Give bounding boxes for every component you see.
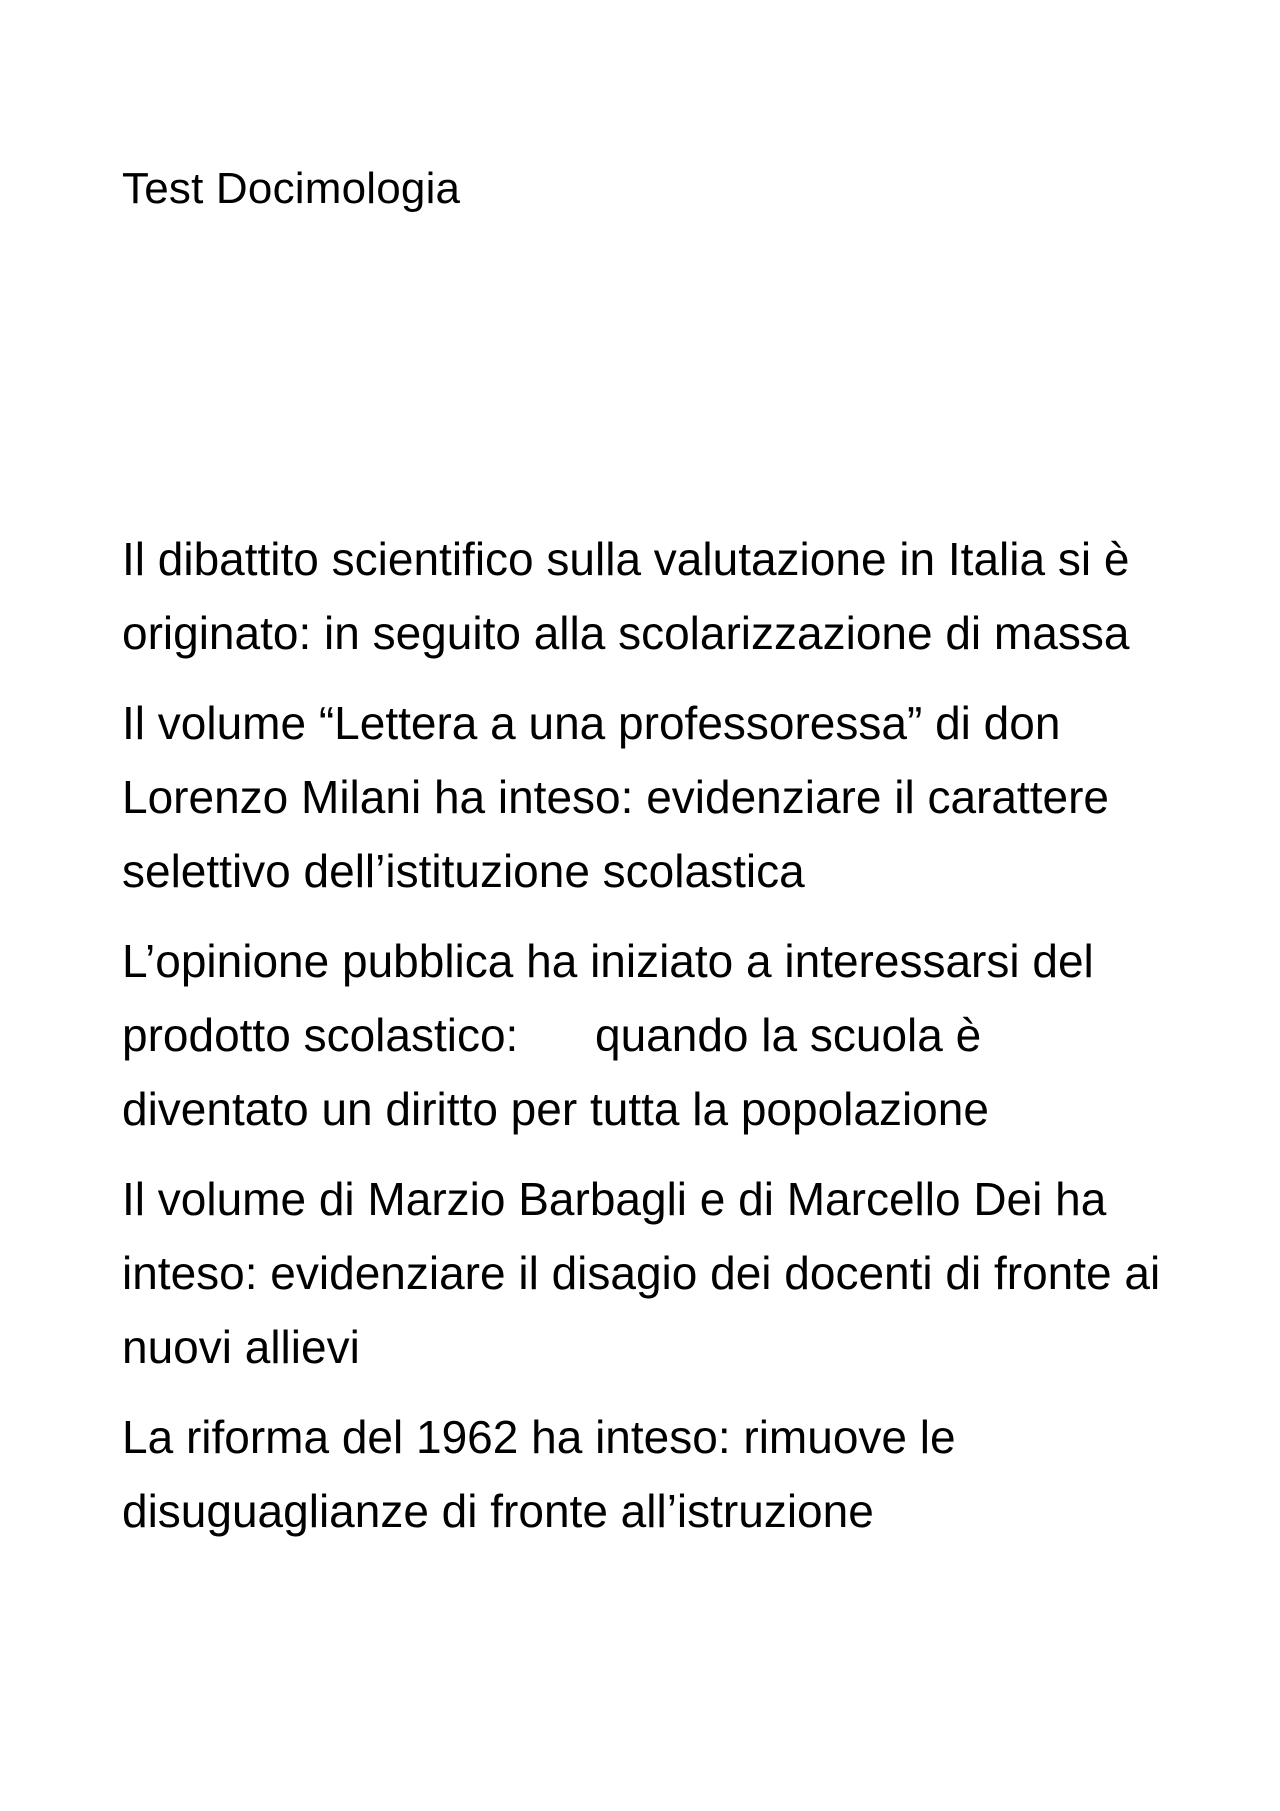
document-title: Test Docimologia <box>122 164 461 213</box>
question-answer-item-2: Il volume “Lettera a una professoressa” di don Lorenzo Milani ha inteso: evidenziare il carattere selettivo dell’istituzione scolastica <box>122 697 1122 897</box>
question-answer-item-3: L’opinione pubblica ha iniziato a interessarsi del prodotto scolastico: quando la scuola è diventato un diritto per tutta la popolazione <box>122 935 1107 1135</box>
question-answer-item-5: La riforma del 1962 ha inteso: rimuove le disuguaglianze di fronte all’istruzione <box>122 1411 969 1537</box>
question-answer-item-1: Il dibattito scientifico sulla valutazione in Italia si è originato: in seguito alla scolarizzazione di massa <box>122 533 1143 659</box>
question-answer-list <box>122 522 1173 1564</box>
question-answer-item-4: Il volume di Marzio Barbagli e di Marcello Dei ha inteso: evidenziare il disagio dei docenti di fronte ai nuovi allievi <box>122 1173 1173 1373</box>
